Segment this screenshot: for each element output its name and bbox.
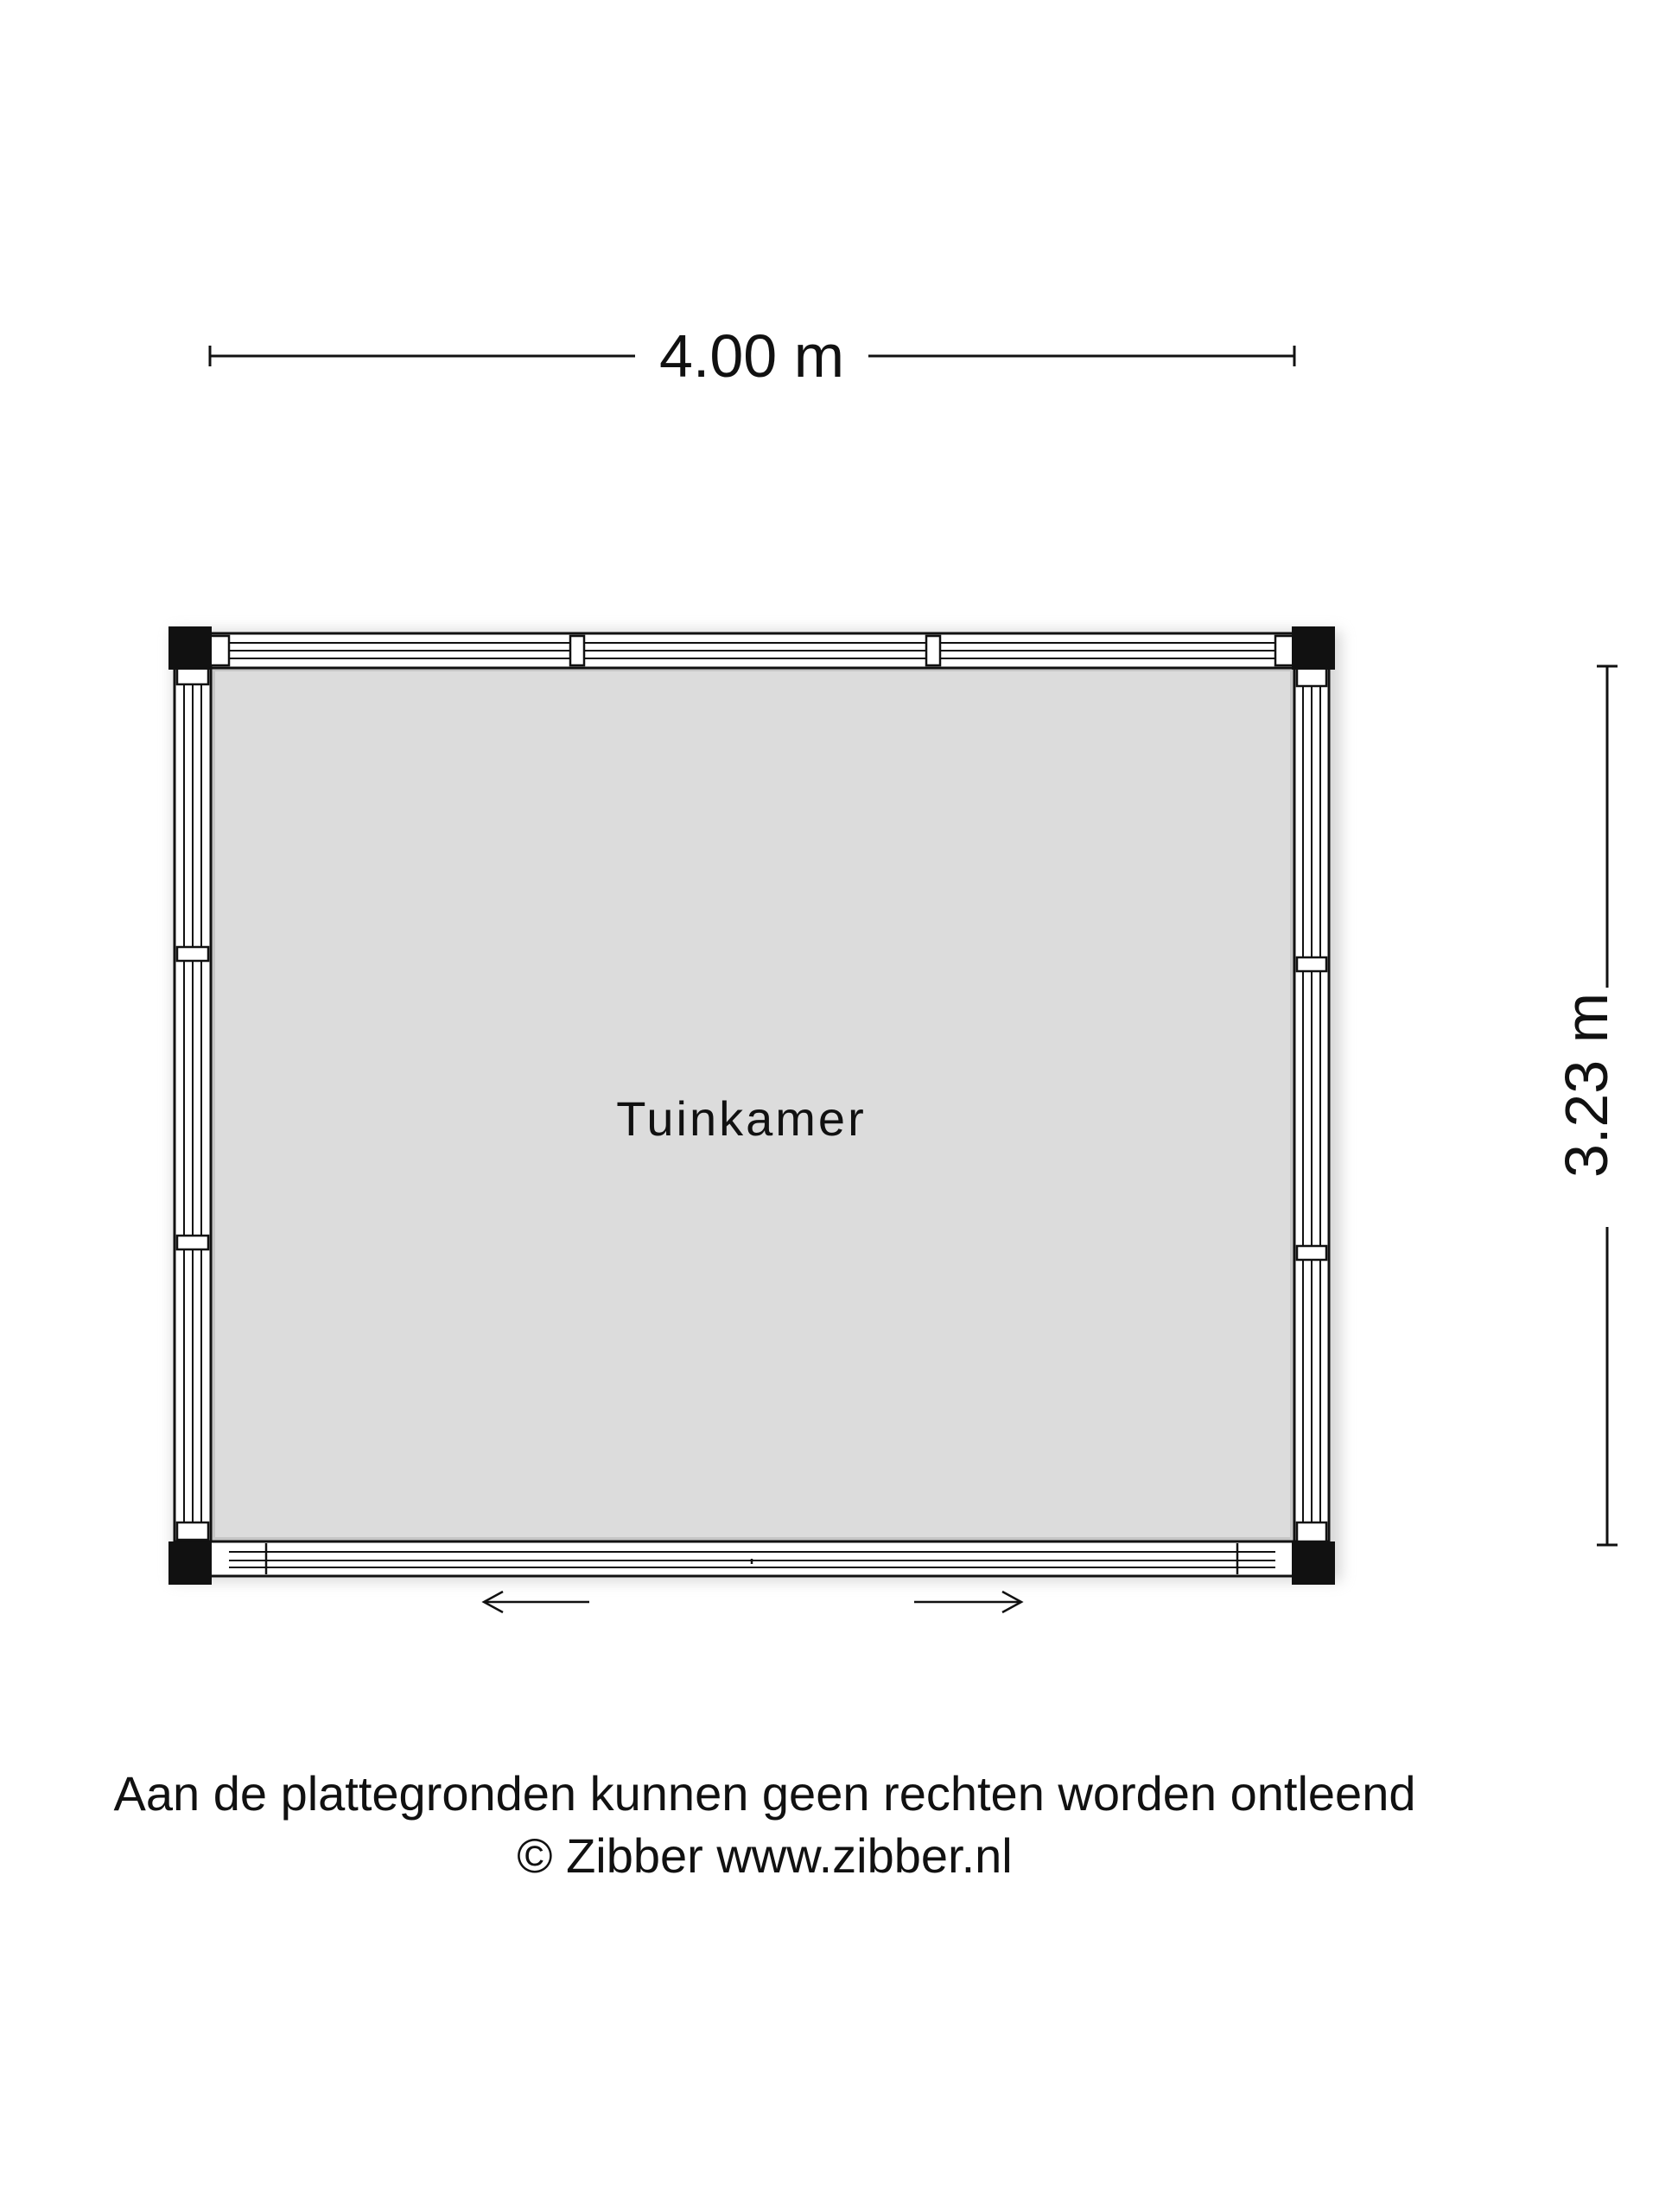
corner-post-top-left: [168, 626, 212, 670]
left-wall-mullion-2: [177, 1236, 208, 1249]
slide-left-arrow-icon: [484, 1592, 589, 1612]
slide-right-arrow-icon: [914, 1592, 1021, 1612]
width-dimension: [210, 322, 1294, 390]
right-wall-end-bottom: [1297, 1522, 1326, 1541]
left-wall-end-bottom: [177, 1522, 208, 1540]
top-wall-end-left: [210, 636, 229, 665]
left-wall: [175, 667, 211, 1541]
top-wall-mullion-2: [926, 636, 940, 665]
depth-dimension: [1553, 666, 1620, 1545]
footer: [0, 1763, 1529, 1887]
width-dimension-label: 4.00 m: [659, 322, 844, 390]
left-wall-mullion-1: [177, 947, 208, 961]
room-label: Tuinkamer: [616, 1091, 867, 1146]
copyright-text: © Zibber www.zibber.nl: [517, 1828, 1013, 1883]
corner-post-bottom-left: [168, 1541, 212, 1585]
right-wall: [1294, 667, 1329, 1541]
right-wall-mullion-1: [1297, 957, 1326, 971]
depth-dimension-label: 3.23 m: [1553, 993, 1620, 1178]
top-wall-mullion-1: [570, 636, 584, 665]
corner-post-top-right: [1292, 626, 1335, 670]
right-wall-end-top: [1297, 667, 1326, 686]
top-wall: [210, 633, 1294, 668]
bottom-wall-sliding-door: [210, 1541, 1294, 1576]
top-wall-end-right: [1275, 636, 1294, 665]
right-wall-mullion-2: [1297, 1246, 1326, 1260]
corner-post-bottom-right: [1292, 1541, 1335, 1585]
disclaimer-text: Aan de plattegronden kunnen geen rechten worden ontleend: [113, 1766, 1416, 1821]
